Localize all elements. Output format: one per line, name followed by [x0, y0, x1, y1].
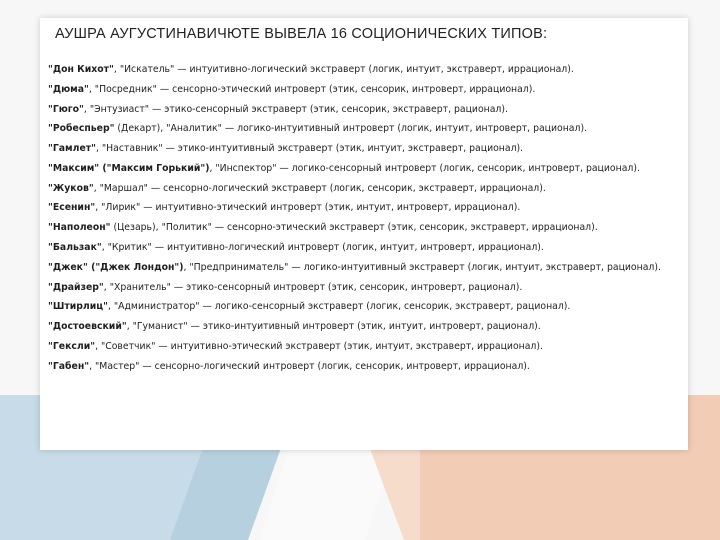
list-item — [48, 84, 678, 97]
type-name: "Драйзер" — [48, 281, 104, 293]
type-description: , "Предприниматель" — логико-интуитивный экстраверт (логик, интуит, экстраверт, рационал). — [183, 261, 661, 273]
list-item — [48, 262, 678, 275]
list-item — [48, 163, 678, 176]
list-item — [48, 123, 678, 136]
type-name: "Гюго" — [48, 103, 84, 115]
type-name: "Наполеон" — [48, 222, 111, 234]
type-description: , "Маршал" — сенсорно-логический экстраверт (логик, сенсорик, экстраверт, иррационал). — [93, 182, 546, 194]
list-item — [48, 202, 678, 215]
list-item — [48, 64, 678, 77]
list-item — [48, 183, 678, 196]
type-description: , "Советчик" — интуитивно-этический экстраверт (этик, интуит, экстраверт, иррационал). — [95, 340, 543, 352]
type-name: "Дон Кихот" — [48, 64, 114, 75]
type-description: , "Администратор" — логико-сенсорный экстраверт (логик, сенсорик, экстраверт, рационал). — [107, 301, 571, 313]
type-name: "Гамлет" — [48, 143, 96, 155]
list-item — [48, 361, 678, 374]
type-name: "Габен" — [48, 360, 90, 372]
list-item — [48, 301, 678, 314]
type-description: , "Лирик" — интуитивно-этический интроверт (этик, интуит, интроверт, иррационал). — [95, 202, 521, 214]
type-name: "Есенин" — [48, 202, 96, 214]
list-item — [48, 222, 678, 235]
list-item — [48, 143, 678, 156]
type-name: "Дюма" — [48, 83, 89, 95]
type-description: , "Искатель" — интуитивно-логический экстраверт (логик, интуит, экстраверт, иррационал). — [113, 64, 574, 75]
list-item — [48, 104, 678, 117]
type-name: "Робеспьер" — [48, 123, 115, 135]
list-item — [48, 242, 678, 255]
types-list — [48, 64, 678, 381]
type-description: , "Критик" — интуитивно-логический интроверт (логик, интуит, интроверт, иррационал). — [101, 242, 544, 254]
type-description: (Декарт), "Аналитик" — логико-интуитивный интроверт (логик, интуит, интроверт, рационал). — [114, 123, 588, 135]
type-name: "Штирлиц" — [48, 301, 108, 313]
type-name: "Бальзак" — [48, 242, 102, 254]
type-name: "Жуков" — [48, 182, 94, 194]
type-description: , "Наставник" — этико-интуитивный экстраверт (этик, интуит, экстраверт, рационал). — [96, 143, 524, 155]
type-name: "Достоевский" — [48, 321, 127, 333]
type-description: , "Хранитель" — этико-сенсорный интроверт (этик, сенсорик, интроверт, рационал). — [103, 281, 523, 293]
type-description: , "Гуманист" — этико-интуитивный интроверт (этик, интуит, интроверт, рационал). — [126, 321, 541, 333]
list-item — [48, 341, 678, 354]
type-description: , "Инспектор" — логико-сенсорный интроверт (логик, сенсорик, интроверт, рационал). — [209, 162, 640, 174]
type-name: "Гексли" — [48, 340, 96, 352]
type-description: , "Энтузиаст" — этико-сенсорный экстраверт (этик, сенсорик, экстраверт, рационал). — [83, 103, 508, 115]
type-description: (Цезарь), "Политик" — сенсорно-этический экстраверт (этик, сенсорик, экстраверт, иррационал). — [110, 222, 598, 234]
type-description: , "Мастер" — сенсорно-логический интроверт (логик, сенсорик, интроверт, иррационал). — [89, 360, 530, 372]
page-title: АУШРА АУГУСТИНАВИЧЮТЕ ВЫВЕЛА 16 СОЦИОНИЧЕСКИХ ТИПОВ: — [55, 26, 548, 42]
list-item — [48, 321, 678, 334]
type-name: "Джек" ("Джек Лондон") — [48, 261, 184, 273]
type-description: , "Посредник" — сенсорно-этический интроверт (этик, сенсорик, интроверт, иррационал). — [88, 83, 536, 95]
type-name: "Максим" ("Максим Горький") — [48, 162, 210, 174]
list-item — [48, 282, 678, 295]
